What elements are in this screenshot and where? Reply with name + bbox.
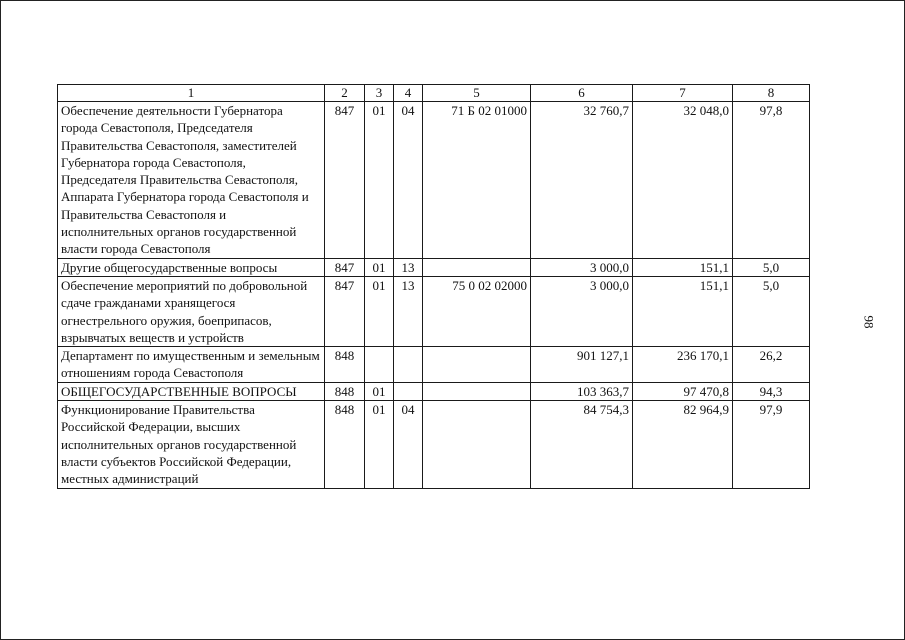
row-col-7: 151,1: [633, 258, 733, 276]
row-col-2: 847: [325, 102, 365, 259]
row-col-6: 103 363,7: [531, 382, 633, 400]
row-col-7: 236 170,1: [633, 347, 733, 383]
row-col-6: 3 000,0: [531, 258, 633, 276]
row-col-4: 13: [394, 258, 423, 276]
row-col-7: 151,1: [633, 276, 733, 346]
header-row: [58, 85, 810, 102]
row-col-3: [365, 347, 394, 383]
header-col-7: 7: [633, 85, 733, 102]
row-col-3: 01: [365, 258, 394, 276]
table-row: [58, 276, 810, 346]
row-col-7: 82 964,9: [633, 401, 733, 488]
row-name: Другие общегосударственные вопросы: [58, 258, 325, 276]
row-col-6: 901 127,1: [531, 347, 633, 383]
header-col-5: 5: [423, 85, 531, 102]
row-col-7: 97 470,8: [633, 382, 733, 400]
row-name: Функционирование Правительства Российской Федерации, высших исполнительных органов государственной власти субъектов Российской Федерации, местных администраций: [58, 401, 325, 488]
table-row: [58, 382, 810, 400]
row-name: ОБЩЕГОСУДАРСТВЕННЫЕ ВОПРОСЫ: [58, 382, 325, 400]
table-row: [58, 347, 810, 383]
row-col-8: 5,0: [733, 276, 810, 346]
row-col-6: 84 754,3: [531, 401, 633, 488]
row-col-5: [423, 401, 531, 488]
row-col-3: 01: [365, 382, 394, 400]
row-col-3: 01: [365, 102, 394, 259]
header-col-3: 3: [365, 85, 394, 102]
row-col-4: [394, 347, 423, 383]
row-col-5: [423, 258, 531, 276]
row-name: Обеспечение мероприятий по добровольной сдаче гражданами хранящегося огнестрельного оружия, боеприпасов, взрывчатых веществ и устройств: [58, 276, 325, 346]
row-col-6: 32 760,7: [531, 102, 633, 259]
row-col-8: 94,3: [733, 382, 810, 400]
row-name: Обеспечение деятельности Губернатора города Севастополя, Председателя Правительства Севастополя, заместителей Губернатора города Севастополя, Председателя Правительства Севастополя, Аппарата Губернатора города Севастополя и Правительства Севастополя и исполнительных органов государственной власти города Севастополя: [58, 102, 325, 259]
row-name: Департамент по имущественным и земельным отношениям города Севастополя: [58, 347, 325, 383]
row-col-3: 01: [365, 401, 394, 488]
row-col-5: [423, 382, 531, 400]
row-col-4: 04: [394, 102, 423, 259]
row-col-7: 32 048,0: [633, 102, 733, 259]
row-col-4: [394, 382, 423, 400]
row-col-8: 97,9: [733, 401, 810, 488]
row-col-4: 13: [394, 276, 423, 346]
row-col-2: 847: [325, 276, 365, 346]
header-col-1: 1: [58, 85, 325, 102]
row-col-2: 848: [325, 401, 365, 488]
row-col-5: [423, 347, 531, 383]
header-col-8: 8: [733, 85, 810, 102]
row-col-5: 71 Б 02 01000: [423, 102, 531, 259]
header-col-4: 4: [394, 85, 423, 102]
table-row: [58, 401, 810, 488]
header-col-6: 6: [531, 85, 633, 102]
row-col-2: 848: [325, 382, 365, 400]
header-col-2: 2: [325, 85, 365, 102]
row-col-8: 5,0: [733, 258, 810, 276]
row-col-2: 848: [325, 347, 365, 383]
row-col-3: 01: [365, 276, 394, 346]
row-col-4: 04: [394, 401, 423, 488]
row-col-5: 75 0 02 02000: [423, 276, 531, 346]
row-col-6: 3 000,0: [531, 276, 633, 346]
row-col-2: 847: [325, 258, 365, 276]
row-col-8: 97,8: [733, 102, 810, 259]
budget-table: [57, 84, 810, 489]
table-row: [58, 102, 810, 259]
table-row: [58, 258, 810, 276]
row-col-8: 26,2: [733, 347, 810, 383]
page-number: 98: [861, 315, 877, 329]
